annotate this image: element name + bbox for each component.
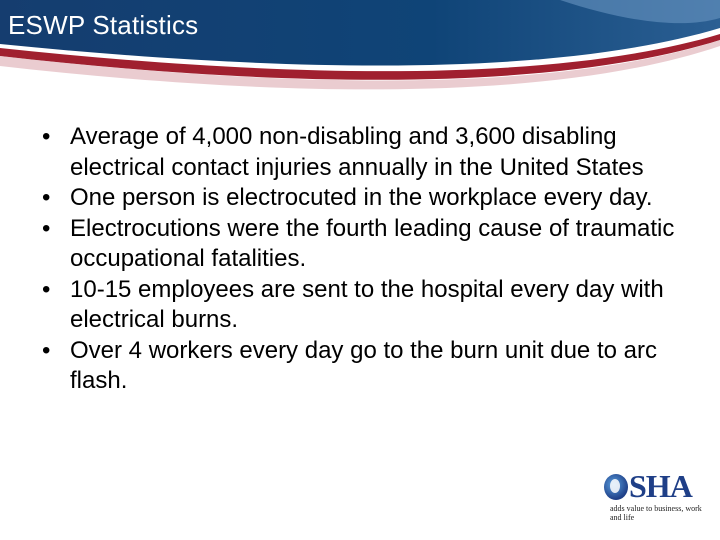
- bullet-item: [42, 183, 702, 214]
- bullet-marker: •: [42, 336, 51, 364]
- bullet-item: [42, 275, 702, 336]
- bullet-text: 10-15 employees are sent to the hospital every day with electrical burns.: [70, 275, 664, 333]
- bullet-text: Average of 4,000 non-disabling and 3,600 disabling electrical contact injuries annually in the United States: [70, 123, 644, 181]
- bullet-text: Over 4 workers every day go to the burn unit due to arc flash.: [70, 336, 657, 394]
- bullet-marker: •: [42, 123, 51, 150]
- bullet-text: One person is electrocuted in the workplace every day.: [70, 184, 653, 211]
- bullet-item: [42, 214, 702, 275]
- slide-title: ESWP Statistics: [8, 10, 199, 40]
- bullet-list: [42, 122, 702, 397]
- bullet-item: [42, 336, 702, 397]
- osha-logo: [604, 468, 704, 526]
- bullet-marker: •: [42, 275, 51, 303]
- bullet-item: [42, 122, 702, 183]
- osha-wordmark-text: SHA: [629, 468, 692, 504]
- osha-tagline: adds value to business, work and life: [610, 504, 702, 522]
- osha-wordmark: [604, 468, 692, 504]
- globe-icon: [604, 474, 628, 500]
- bullet-marker: •: [42, 214, 51, 242]
- bullet-text: Electrocutions were the fourth leading cause of traumatic occupational fatalities.: [70, 214, 675, 272]
- bullet-marker: •: [42, 184, 51, 211]
